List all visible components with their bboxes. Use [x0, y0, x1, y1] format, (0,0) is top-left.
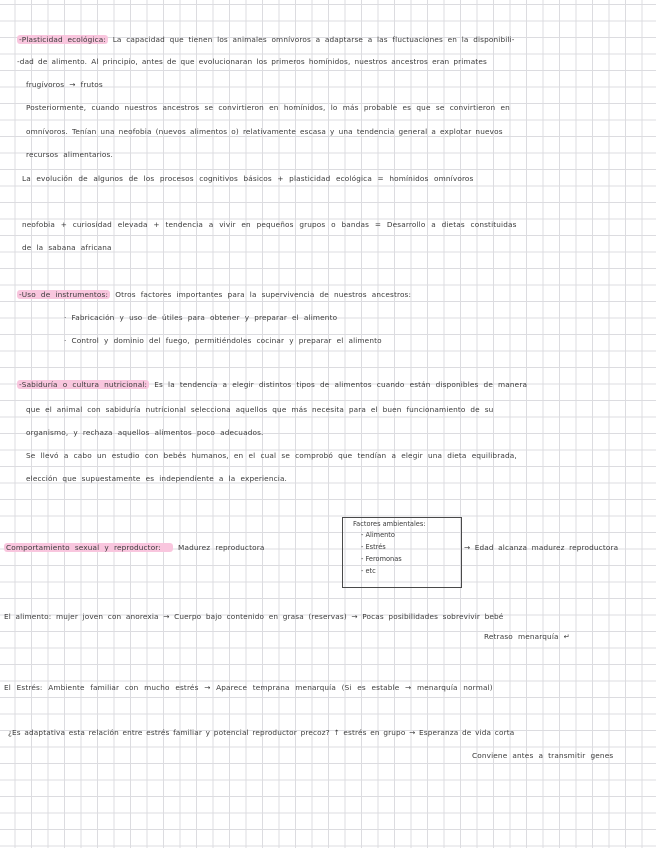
plasticidad-line-1: -Plasticidad ecológica: La capacidad que tienen los animales omnívoros a adaptarse a las fluctuaciones en la disponibili-: [19, 35, 515, 44]
pregunta-line-1: ¿Es adaptativa esta relación entre estrés familiar y potencial reproductor precoz? ↑ estrés en grupo → Esperanza de vida corta: [8, 728, 515, 737]
estres-line-1: El Estrés: Ambiente familiar con mucho estrés → Aparece temprana menarquía (Si es estable → menarquía normal): [4, 683, 493, 692]
instrumentos-bullet-1: · Fabricación y uso de útiles para obtener y preparar el alimento: [64, 313, 338, 322]
sabiduria-line-2: que el animal con sabiduría nutricional selecciona aquellos que más necesita para el buen funcionamiento de su: [26, 405, 494, 414]
plasticidad-line-4: Posteriormente, cuando nuestros ancestros se convirtieron en homínidos, lo más probable es que se convirtieron en: [26, 103, 510, 112]
plasticidad-line-2: -dad de alimento. Al principio, antes de que evolucionaran los primeros homínidos, nuestros ancestros eran primates: [17, 57, 487, 66]
sabiduria-line-3: organismo, y rechaza aquellos alimentos poco adecuados.: [26, 428, 264, 437]
plasticidad-line-7: La evolución de algunos de los procesos cognitivos básicos + plasticidad ecológica = homínidos omnívoros: [22, 174, 474, 183]
plasticidad-heading: -Plasticidad ecológica:: [19, 35, 107, 44]
plasticidad-line-3: frugívoros → frutos: [26, 80, 103, 89]
factores-ambientales-box: [342, 517, 462, 588]
comportamiento-heading: Comportamiento sexual y reproductor:: [4, 543, 173, 552]
plasticidad-line-8: neofobia + curiosidad elevada + tendencia a vivir en pequeños grupos o bandas = Desarrollo a dietas constituidas: [22, 220, 517, 229]
plasticidad-line-6: recursos alimentarios.: [26, 150, 113, 159]
plasticidad-line-9: de la sabana africana: [22, 243, 112, 252]
sabiduria-heading: -Sabiduría o cultura nutricional:: [19, 380, 148, 389]
comportamiento-line: [4, 543, 264, 553]
sabiduria-line-5: elección que supuestamente es independiente a la experiencia.: [26, 474, 288, 483]
factores-item-etc: - etc: [361, 567, 376, 575]
instrumentos-line-1: -Uso de instrumentos: Otros factores importantes para la supervivencia de nuestros ancestros:: [19, 290, 412, 299]
alimento-line-2: Retraso menarquía ↵: [484, 632, 570, 641]
alimento-heading: El alimento:: [4, 612, 52, 621]
edad-madurez-text: → Edad alcanza madurez reproductora: [464, 543, 619, 552]
factores-item-estres: - Estrés: [361, 543, 386, 551]
instrumentos-bullet-2: · Control y dominio del fuego, permitiéndoles cocinar y preparar el alimento: [64, 336, 382, 345]
pregunta-line-2: Conviene antes a transmitir genes: [472, 751, 614, 760]
estres-heading: El Estrés:: [4, 683, 43, 692]
alimento-line-1: El alimento: mujer joven con anorexia → Cuerpo bajo contenido en grasa (reservas) → Pocas posibilidades sobrevivir bebé: [4, 612, 504, 621]
sabiduria-line-1: -Sabiduría o cultura nutricional: Es la tendencia a elegir distintos tipos de alimentos cuando están disponibles de manera: [19, 380, 528, 389]
sabiduria-line-4: Se llevó a cabo un estudio con bebés humanos, en el cual se comprobó que tendían a elegir una dieta equilibrada,: [26, 451, 517, 460]
factores-item-alimento: - Alimento: [361, 531, 395, 539]
instrumentos-heading: -Uso de instrumentos:: [19, 290, 109, 299]
factores-item-feromonas: - Feromonas: [361, 555, 402, 563]
factores-box-title: Factores ambientales:: [353, 520, 426, 528]
madurez-label: Madurez reproductora: [178, 543, 265, 552]
plasticidad-line-5: omnívoros. Tenían una neofobia (nuevos alimentos o) relativamente escasa y una tendencia general a explotar nuevos: [26, 127, 503, 136]
